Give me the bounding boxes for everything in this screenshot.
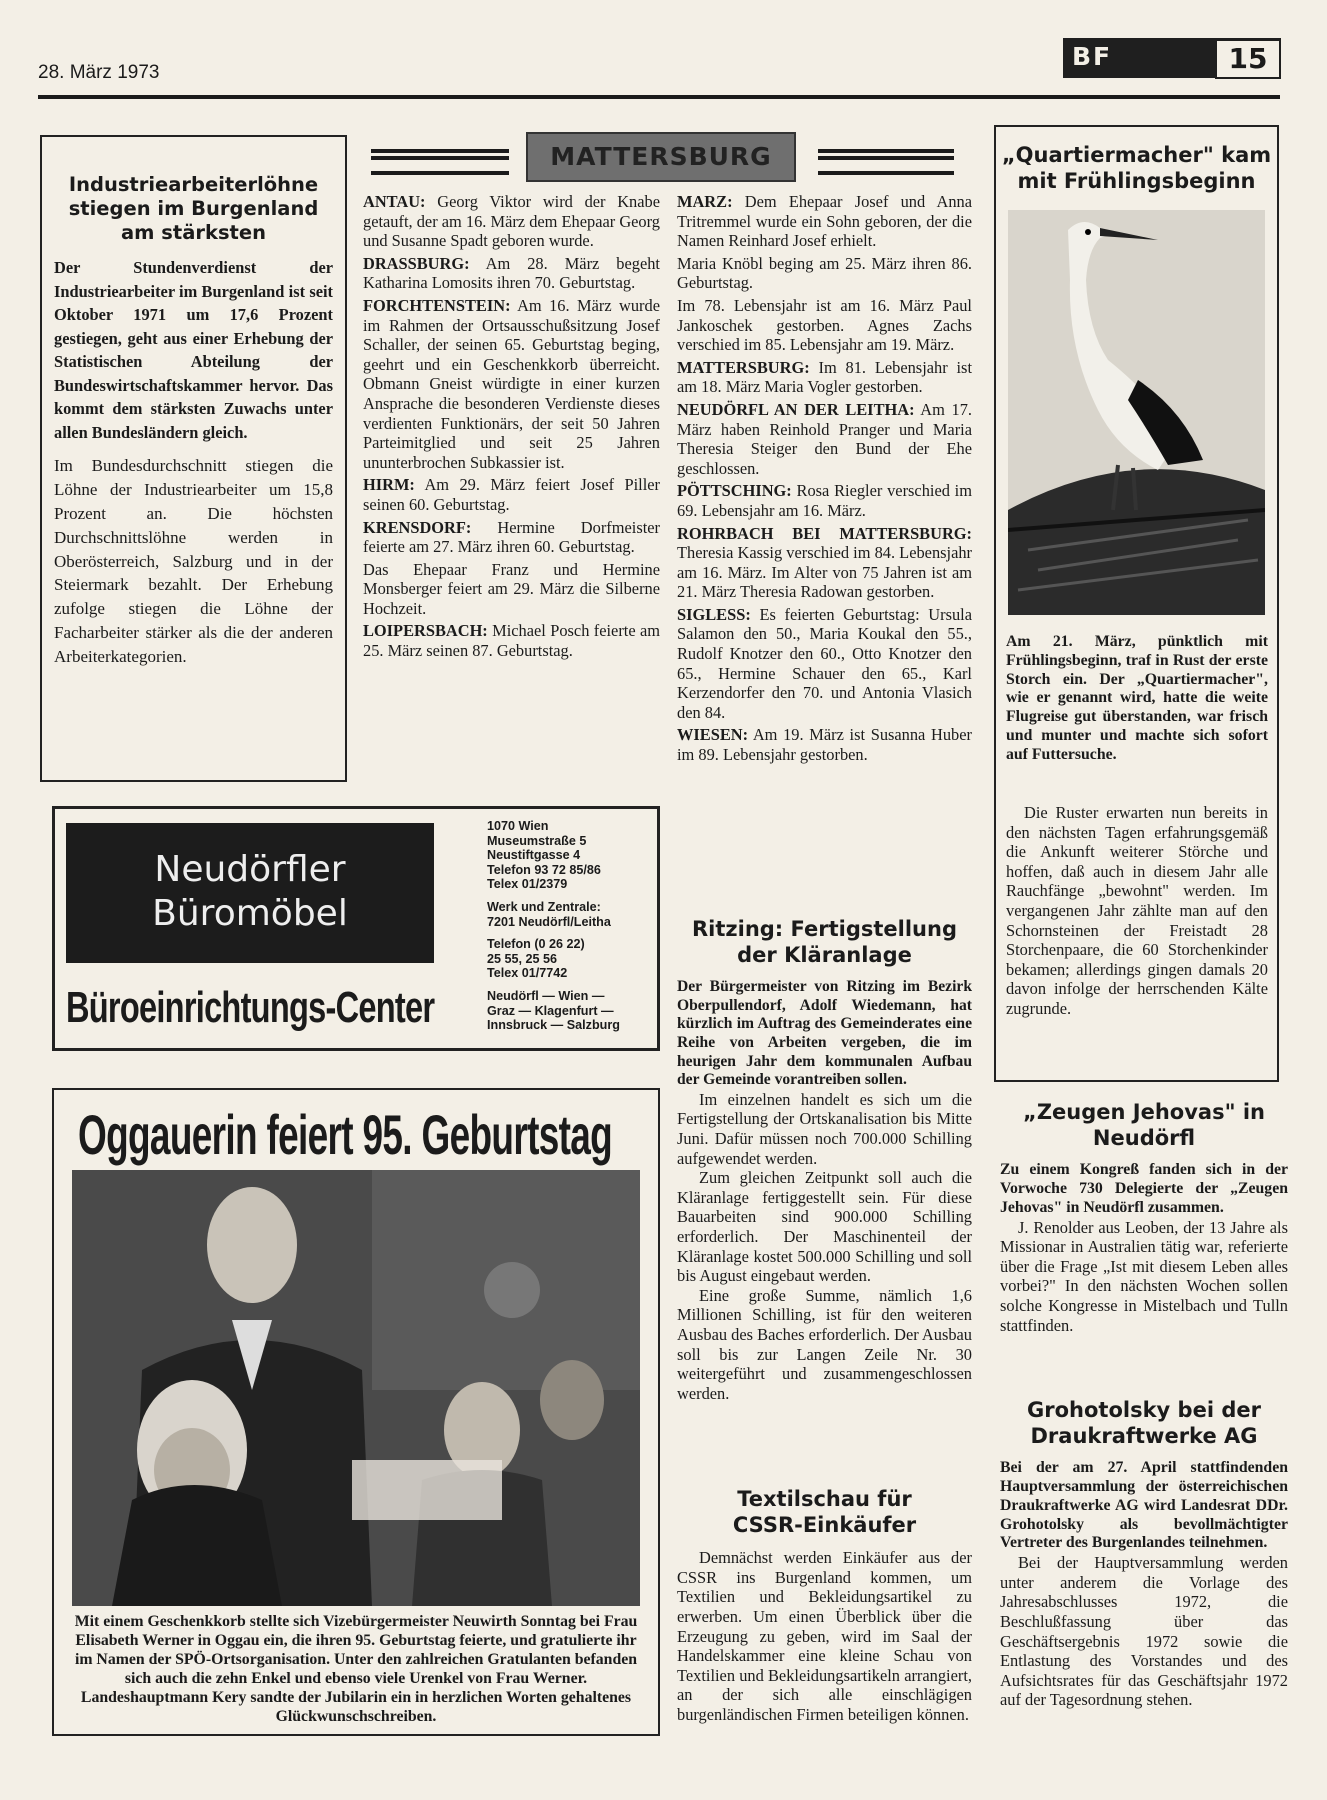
banner-rule-left xyxy=(371,149,509,175)
news-item xyxy=(363,475,660,514)
article-grohotolsky xyxy=(1000,1398,1288,1710)
ad-line: Neustiftgasse 4 xyxy=(487,848,581,863)
place-name: FORCHTENSTEIN: xyxy=(363,295,511,315)
place-name: WIESEN: xyxy=(677,725,749,745)
news-item xyxy=(363,192,660,251)
article-textilschau xyxy=(677,1487,972,1725)
place-name: LOIPERSBACH: xyxy=(363,621,488,641)
news-item xyxy=(363,254,660,293)
ad-line: Museumstraße 5 xyxy=(487,833,587,848)
stork-photo xyxy=(1008,210,1265,615)
mattersburg-column-2 xyxy=(677,192,972,768)
item-text: Theresia Kassig verschied im 84. Lebensjahr am 16. März. Im Alter von 75 Jahren ist am 21. März Theresia Radowan gestorben. xyxy=(677,543,972,602)
article-industrial-wages xyxy=(40,135,347,782)
item-text: Dem Ehepaar Josef und Anna Tritremmel wurde ein Sohn geboren, der die Namen Reinhard Josef erhielt. xyxy=(677,192,972,251)
title-line: „Zeugen Jehovas" in xyxy=(1023,1100,1265,1124)
title-line: der Kläranlage xyxy=(737,942,912,967)
place-name: KRENSDORF: xyxy=(363,517,472,537)
article-lead: Zu einem Kongreß fanden sich in der Vorwoche 730 Delegierte der „Zeugen Jehovas" in Neudörfl zusammen. xyxy=(1000,1161,1288,1216)
article-body: Die Ruster erwarten nun bereits in den nächsten Tagen erfahrungsgemäß die Ankunft weiterer Störche und hoffen, daß auch in diesem Jahr alle Rauchfänge „bewohnt" werden. Im vergangenen Jahr zählte man auf den Schornsteinen der Freistadt 28 Storchenpaare, die 60 Storchenkinder bekamen; allerdings gingen damals 20 davon infolge der herrschenden Kälte zugrunde. xyxy=(1006,803,1268,1018)
ad-headline: Büroeinrichtungs-Center xyxy=(66,983,435,1032)
title-line: stiegen im Burgenland xyxy=(68,196,319,220)
stork-illustration xyxy=(1008,210,1265,615)
item-text: Am 28. März begeht Katharina Lomosits ihren 70. Geburtstag. xyxy=(363,253,660,293)
title-line: mit Frühlingsbeginn xyxy=(1017,168,1256,193)
article-paragraph: Eine große Summe, nämlich 1,6 Millionen Schilling, ist für den weiteren Ausbau des Baches erforderlich. Der Ausbau soll bis zur Langen Zeile Nr. 30 weitergeführt und zusammengeschlossen werden. xyxy=(677,1285,972,1403)
birthday-photo-illustration xyxy=(72,1170,640,1606)
article-title xyxy=(1000,1398,1288,1449)
article-title xyxy=(1000,1100,1288,1151)
item-text: Michael Posch feierte am 25. März seinen 87. Geburtstag. xyxy=(363,621,660,661)
ad-line: 1070 Wien xyxy=(487,819,549,833)
ad-line: Graz — Klagenfurt — xyxy=(487,1003,614,1018)
news-item xyxy=(677,400,972,478)
section-banner: MATTERSBURG xyxy=(526,132,796,182)
item-text: Rosa Riegler verschied im 69. Lebensjahr am 16. März. xyxy=(677,481,972,520)
ad-line: Werk und Zentrale: xyxy=(487,899,601,914)
issue-date: 28. März 1973 xyxy=(38,62,160,83)
news-item xyxy=(677,605,972,723)
place-name: ANTAU: xyxy=(363,192,426,211)
ad-address xyxy=(487,819,657,1033)
header-rule xyxy=(38,95,1280,99)
ad-line: 25 55, 25 56 xyxy=(487,951,558,966)
item-text: Am 29. März feiert Josef Piller seinen 60. Geburtstag. xyxy=(363,475,660,514)
item-text: Hermine Dorfmeister feierte am 27. März ihren 60. Geburtstag. xyxy=(363,517,660,557)
ad-line: Telefon 93 72 85/86 xyxy=(487,862,601,877)
item-text: Maria Knöbl beging am 25. März ihren 86. Geburtstag. xyxy=(677,253,972,293)
place-name: SIGLESS: xyxy=(677,604,751,624)
article-title: Oggauerin feiert 95. Geburtstag xyxy=(78,1103,613,1166)
item-text: Georg Viktor wird der Knabe getauft, der am 16. März dem Ehepaar Georg und Susanne Spadt geboren wurde. xyxy=(363,192,660,251)
news-item xyxy=(363,560,660,619)
article-body: Bei der Hauptversammlung werden unter anderem die Vorlage des Jahresabschlusses 1972, die Beschlußfassung über das Geschäftsergebnis 1972 sowie die Entlastung des Vorstandes und des Aufsichtsrates für das Geschäftsjahr 1972 auf der Tagesordnung stehen. xyxy=(1000,1553,1288,1710)
news-item xyxy=(677,524,972,602)
article-lead: Der Stundenverdienst der Industriearbeiter im Burgenland ist seit Oktober 1971 um 17,6 Prozent gestiegen, geht aus einer Erhebung der Statistischen Abteilung der Bundeswirtschaftskammer hervor. Das kommt dem stärksten Zuwachs unter allen Bundesländern gleich. xyxy=(54,258,333,442)
news-item xyxy=(677,254,972,293)
title-line: Neudörfl xyxy=(1092,1125,1196,1150)
article-title xyxy=(54,173,333,244)
page-number: 15 xyxy=(1215,39,1281,79)
news-item xyxy=(363,518,660,557)
article-jehovas xyxy=(1000,1100,1288,1335)
news-item xyxy=(677,358,972,397)
mattersburg-column-1 xyxy=(363,192,660,664)
article-title xyxy=(677,917,972,968)
article-lead: Bei der am 27. April stattfindenden Hauptversammlung der österreichischen Draukraftwerke AG wird Landesrat DDr. Grohotolsky als bevollmächtigter Vertreter des Burgenlandes teilnehmen. xyxy=(1000,1459,1288,1552)
place-name: ROHRBACH BEI MATTERSBURG: xyxy=(677,523,972,543)
news-item xyxy=(677,192,972,251)
news-item xyxy=(363,621,660,660)
article-body: Im Bundesdurchschnitt stiegen die Löhne der Industriearbeiter um 15,8 Prozent an. Die höchsten Durchschnittslöhne werden in Oberösterreich, Salzburg und in der Steiermark bezahlt. Der Erhebung zufolge stiegen die Löhne der Facharbeiter stärker als die der anderen Arbeiterkategorien. xyxy=(54,456,333,666)
ad-line: Telex 01/7742 xyxy=(487,966,568,981)
article-ritzing xyxy=(677,917,972,1403)
article-lead: Der Bürgermeister von Ritzing im Bezirk Oberpullendorf, Adolf Wiedemann, hat kürzlich im Auftrag des Gemeinderates eine Reihe von Arbeiten vergeben, die im heurigen Jahr dem kommunalen Aufbau der Gemeinde vorantreiben sollen. xyxy=(677,978,972,1089)
article-paragraph: Zum gleichen Zeitpunkt soll auch die Kläranlage fertiggestellt sein. Für diese Bauarbeiten sind 900.000 Schilling erforderlich. Der Maschinenteil der Kläranlage kostet 500.000 Schilling und soll bis August eingebaut werden. xyxy=(677,1168,972,1286)
place-name: MATTERSBURG: xyxy=(677,357,810,377)
item-text: Am 19. März ist Susanna Huber im 89. Lebensjahr gestorben. xyxy=(677,725,972,765)
news-item xyxy=(677,725,972,764)
title-line: CSSR-Einkäufer xyxy=(732,1512,917,1537)
item-text: Am 16. März wurde im Rahmen der Ortsausschußsitzung Josef Schaller, der seinen 65. Geburtstag beging, geehrt und ein Geschenkkorb überreicht. Obmann Gneist würdigte in einer kurzen Ansprache die besonderen Verdienste dieses verdienten Funktionärs, der seit 50 Jahren Parteimitglied und seit 25 Jahren ununterbrochen Subkassier ist. xyxy=(363,295,660,472)
banner-rule-right xyxy=(818,149,954,175)
article-lead: Am 21. März, pünktlich mit Frühlingsbeginn, traf in Rust der erste Storch ein. Der „Quartiermacher", wie er genannt wird, hatte die weite Flugreise gut überstanden, war frisch und munter und machte sich sofort auf Futtersuche. xyxy=(1006,633,1268,763)
brand-logo: BF xyxy=(1072,42,1113,71)
title-line: am stärksten xyxy=(121,220,266,244)
news-item xyxy=(677,296,972,355)
ad-brand-line: Neudörfler xyxy=(154,849,346,890)
news-item xyxy=(677,481,972,520)
news-item xyxy=(363,296,660,472)
ad-line: 7201 Neudörfl/Leitha xyxy=(487,914,611,929)
item-text: Im 78. Lebensjahr ist am 16. März Paul Jankoschek gestorben. Agnes Zachs verschied im 85. Lebensjahr am 19. März. xyxy=(677,295,972,355)
ad-brand-panel xyxy=(66,823,434,963)
ad-line: Telefon (0 26 22) xyxy=(487,937,585,952)
photo-caption: Mit einem Geschenkkorb stellte sich Vizebürgermeister Neuwirth Sonntag bei Frau Elisabeth Werner in Oggau ein, die ihren 95. Geburtstag feierte, und gratulierte ihr im Namen der SPÖ-Ortsorganisation. Unter den zahlreichen Gratulanten befanden sich auch die zehn Enkel und ebenso viele Urenkel von Frau Werner. Landeshauptmann Kery sandte der Jubilarin ein in herzlichen Worten gehaltenes Glückwunschschreiben. xyxy=(74,1613,638,1725)
item-text: Im 81. Lebensjahr ist am 18. März Maria Vogler gestorben. xyxy=(677,357,972,397)
article-title xyxy=(677,1487,972,1538)
article-body: J. Renolder aus Leoben, der 13 Jahre als Missionar in Australien tätig war, referierte über die Frage „Ist mit diesem Leben alles vorbei?" In den nächsten Wochen sollen solche Kongresse in Mistelbach und Tulln stattfinden. xyxy=(1000,1217,1288,1335)
item-text: Das Ehepaar Franz und Hermine Monsberger feiert am 29. März die Silberne Hochzeit. xyxy=(363,559,660,618)
title-line: Textilschau für xyxy=(737,1487,912,1511)
article-body: Demnächst werden Einkäufer aus der CSSR ins Burgenland kommen, um Textilien und Bekleidungsartikel zu erwerben. Um einen Überblick über die Erzeugung zu geben, wird im Saal der Handelskammer eine kleine Schau von Textilien und Bekleidungsartikeln arrangiert, an der sich alle einschlägigen burgenländischen Firmen beteiligen können. xyxy=(677,1548,972,1724)
article-title xyxy=(996,143,1277,194)
place-name: PÖTTSCHING: xyxy=(677,481,792,501)
item-text: Es feierten Geburtstag: Ursula Salamon den 50., Maria Koukal den 55., Rudolf Knotzer den 60., Otto Knotzer den 65., Hermine Schauer den 65., Karl Kerzendorfer den 70. und Antonia Vlasich den 84. xyxy=(677,604,972,722)
place-name: NEUDÖRFL AN DER LEITHA: xyxy=(677,399,915,419)
birthday-photo xyxy=(72,1170,640,1606)
article-paragraph: Im einzelnen handelt es sich um die Fertigstellung der Ortskanalisation bis Mitte Juni. Dafür müssen noch 700.000 Schilling aufgewendet werden. xyxy=(677,1089,972,1168)
ad-line: Neudörfl — Wien — xyxy=(487,988,605,1003)
title-line: Grohotolsky bei der xyxy=(1027,1398,1261,1422)
title-line: Ritzing: Fertigstellung xyxy=(692,917,957,941)
item-text: Am 17. März haben Reinhold Pranger und Maria Theresia Steiger den Bund der Ehe geschlossen. xyxy=(677,399,972,478)
ad-line: Telex 01/2379 xyxy=(487,877,568,892)
place-name: DRASSBURG: xyxy=(363,253,470,273)
place-name: HIRM: xyxy=(363,475,415,495)
title-line: Draukraftwerke AG xyxy=(1030,1423,1258,1448)
ad-brand-line: Büromöbel xyxy=(152,893,348,934)
place-name: MARZ: xyxy=(677,192,733,211)
title-line: „Quartiermacher" kam xyxy=(1001,143,1272,167)
ad-line: Innsbruck — Salzburg xyxy=(487,1018,620,1033)
title-line: Industriearbeiterlöhne xyxy=(68,173,319,196)
